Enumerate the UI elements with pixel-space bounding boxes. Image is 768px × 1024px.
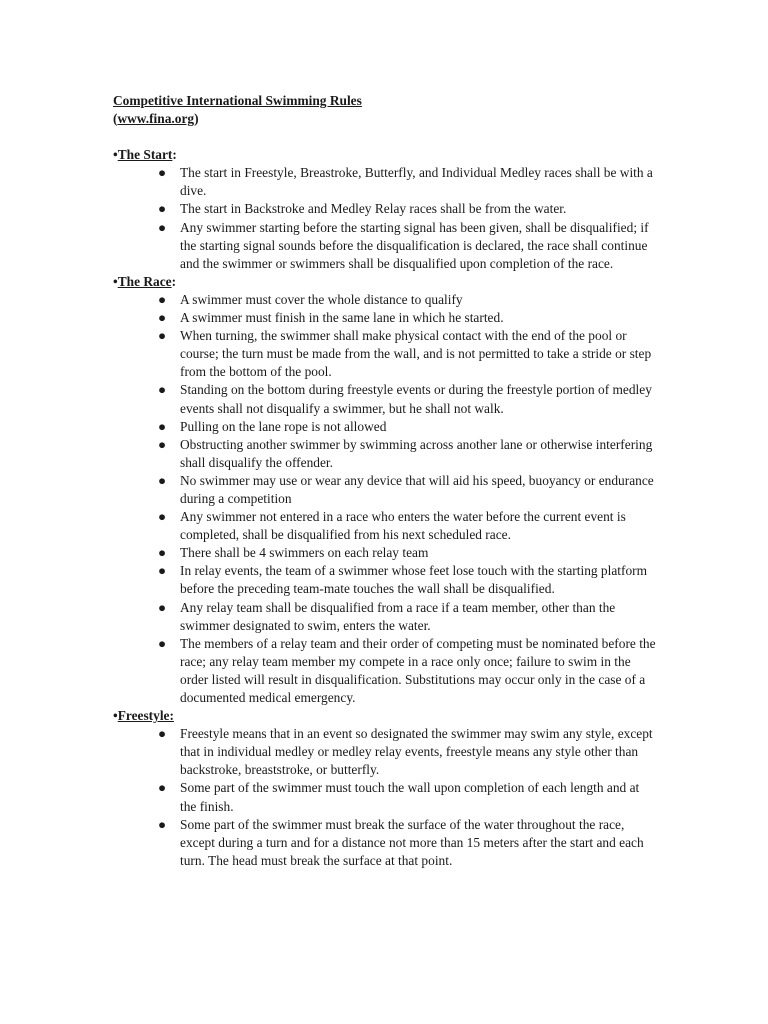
section-bullet: • <box>113 708 118 724</box>
fina-website-link[interactable]: www.fina.org <box>117 111 195 127</box>
rule-item <box>113 472 658 508</box>
rule-item <box>113 291 658 309</box>
rule-text: Some part of the swimmer must touch the wall upon completion of each length and at the finish. <box>180 780 640 814</box>
rule-item <box>113 779 658 815</box>
rule-text: Any swimmer starting before the starting signal has been given, shall be disqualified; if the starting signal sounds before the disqualification is declared, the race shall continue and the swimmer or swimmers shall be disqualified upon completion of the race. <box>180 219 649 271</box>
rule-text: Any swimmer not entered in a race who enters the water before the current event is completed, shall be disqualified from his next scheduled race. <box>180 509 626 543</box>
rule-section <box>113 273 658 707</box>
rule-item <box>113 599 658 635</box>
bullet-icon: ● <box>158 310 167 326</box>
bullet-icon: ● <box>158 382 167 398</box>
rule-item <box>113 544 658 562</box>
rule-text: Some part of the swimmer must break the surface of the water throughout the race, except during a turn and for a distance not more than 15 meters after the start and each turn. The head must break the surface at that point. <box>180 816 644 868</box>
rule-text: A swimmer must cover the whole distance to qualify <box>180 291 463 307</box>
section-heading-text: The Start <box>117 147 173 163</box>
rule-text: There shall be 4 swimmers on each relay team <box>180 545 429 561</box>
rule-text: The start in Freestyle, Breastroke, Butterfly, and Individual Medley races shall be with a dive. <box>180 165 653 199</box>
rule-text: When turning, the swimmer shall make physical contact with the end of the pool or course; the turn must be made from the wall, and is not permitted to take a stride or step from the bottom of the pool. <box>180 328 652 380</box>
link-close-paren: ) <box>194 111 199 127</box>
bullet-icon: ● <box>158 545 167 561</box>
section-heading-suffix: : <box>171 273 177 289</box>
rule-item <box>113 327 658 381</box>
rule-text: No swimmer may use or wear any device that will aid his speed, buoyancy or endurance during a competition <box>180 472 654 506</box>
source-link-line <box>113 110 658 128</box>
section-heading-text: The Race <box>117 273 172 289</box>
section-heading-suffix: : <box>172 147 177 163</box>
section-heading <box>113 707 658 725</box>
bullet-icon: ● <box>158 780 167 796</box>
bullet-icon: ● <box>158 436 167 452</box>
bullet-icon: ● <box>158 599 167 615</box>
rule-item <box>113 418 658 436</box>
rule-item <box>113 508 658 544</box>
rule-text: Obstructing another swimmer by swimming across another lane or otherwise interfering shall disqualify the offender. <box>180 436 653 470</box>
rule-list <box>113 291 658 707</box>
rule-item <box>113 200 658 218</box>
document-title: Competitive International Swimming Rules <box>113 93 362 108</box>
rule-item <box>113 309 658 327</box>
rule-list <box>113 725 658 870</box>
bullet-icon: ● <box>158 201 167 217</box>
rule-section <box>113 707 658 870</box>
rule-section <box>113 146 658 273</box>
section-heading-text: Freestyle: <box>117 708 174 724</box>
bullet-icon: ● <box>158 328 167 344</box>
bullet-icon: ● <box>158 165 167 181</box>
rule-sections <box>113 146 658 870</box>
rule-item <box>113 816 658 870</box>
section-heading <box>113 273 658 291</box>
rule-text: A swimmer must finish in the same lane in which he started. <box>180 310 504 326</box>
section-bullet: • <box>113 273 118 289</box>
bullet-icon: ● <box>158 509 167 525</box>
rule-text: Standing on the bottom during freestyle events or during the freestyle portion of medley events shall not disqualify a swimmer, but he shall not walk. <box>180 382 652 416</box>
bullet-icon: ● <box>158 816 167 832</box>
rule-item <box>113 562 658 598</box>
rule-item <box>113 381 658 417</box>
bullet-icon: ● <box>158 563 167 579</box>
rule-item <box>113 164 658 200</box>
bullet-icon: ● <box>158 726 167 742</box>
rule-item <box>113 219 658 273</box>
rule-text: Pulling on the lane rope is not allowed <box>180 418 387 434</box>
rule-text: In relay events, the team of a swimmer whose feet lose touch with the starting platform before the preceding team-mate touches the wall shall be disqualified. <box>180 563 648 597</box>
bullet-icon: ● <box>158 291 167 307</box>
rule-text: The start in Backstroke and Medley Relay races shall be from the water. <box>180 201 567 217</box>
rule-item <box>113 725 658 779</box>
document-content <box>113 92 658 870</box>
rule-list <box>113 164 658 273</box>
link-open-paren: ( <box>113 111 118 127</box>
rule-text: Freestyle means that in an event so designated the swimmer may swim any style, except that in individual medley or medley relay events, freestyle means any style other than backstroke, breaststroke, or butterfly. <box>180 726 653 778</box>
rule-item <box>113 436 658 472</box>
rule-text: Any relay team shall be disqualified from a race if a team member, other than the swimmer designated to swim, enters the water. <box>180 599 616 633</box>
section-bullet: • <box>113 147 118 163</box>
bullet-icon: ● <box>158 219 167 235</box>
rule-text: The members of a relay team and their order of competing must be nominated before the race; any relay team member my compete in a race only once; failure to swim in the order listed will result in disqualification. Substitutions may occur only in the case of a documented medical emergency. <box>180 635 656 705</box>
bullet-icon: ● <box>158 472 167 488</box>
rule-item <box>113 635 658 707</box>
section-heading <box>113 146 658 164</box>
bullet-icon: ● <box>158 635 167 651</box>
bullet-icon: ● <box>158 418 167 434</box>
